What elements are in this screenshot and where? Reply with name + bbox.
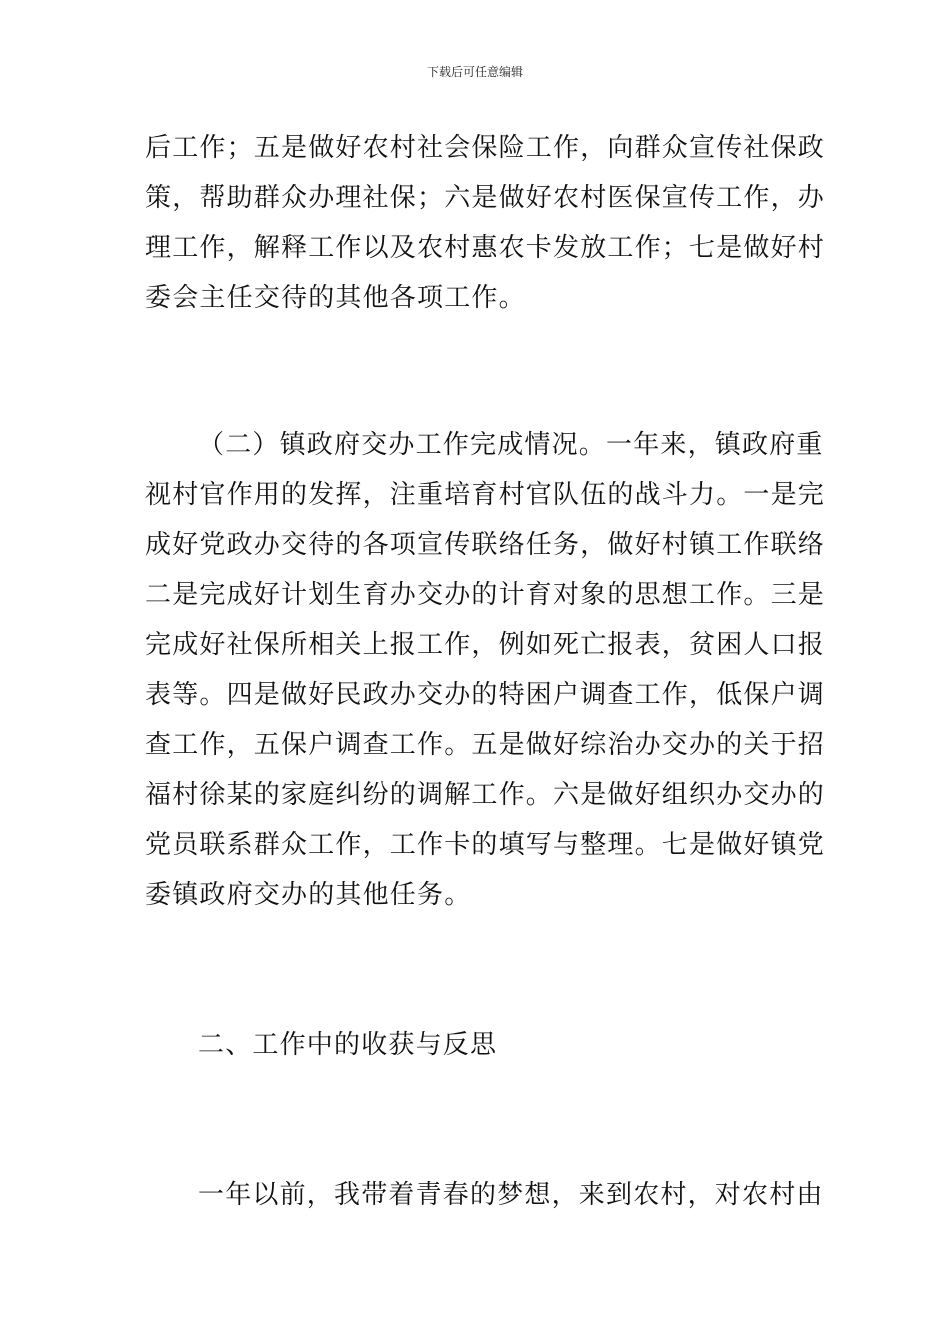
- text-line: 策，帮助群众办理社保；六是做好农村医保宣传工作，办: [145, 183, 826, 213]
- section-heading: 二、工作中的收获与反思: [198, 1030, 498, 1060]
- page-header: 下载后可任意编辑: [426, 65, 523, 79]
- text-line: 后工作；五是做好农村社会保险工作，向群众宣传社保政: [145, 133, 826, 163]
- text-line: 视村官作用的发挥，注重培育村官队伍的战斗力。一是完: [145, 480, 826, 510]
- text-line: 委会主任交待的其他各项工作。: [145, 283, 526, 313]
- text-line: 党员联系群众工作，工作卡的填写与整理。七是做好镇党: [145, 830, 826, 860]
- text-line: 理工作，解释工作以及农村惠农卡发放工作；七是做好村: [145, 233, 826, 263]
- text-line: 成好党政办交待的各项宣传联络任务，做好村镇工作联络: [145, 530, 826, 560]
- text-line: 一年以前，我带着青春的梦想，来到农村，对农村由: [198, 1180, 824, 1210]
- text-line: 完成好社保所相关上报工作，例如死亡报表，贫困人口报: [145, 630, 826, 660]
- text-line: 福村徐某的家庭纠纷的调解工作。六是做好组织办交办的: [145, 780, 826, 810]
- text-line: 查工作，五保户调查工作。五是做好综治办交办的关于招: [145, 730, 826, 760]
- text-line: 表等。四是做好民政办交办的特困户调查工作，低保户调: [145, 680, 826, 710]
- text-line: （二）镇政府交办工作完成情况。一年来，镇政府重: [198, 430, 824, 460]
- text-line: 委镇政府交办的其他任务。: [145, 880, 472, 910]
- text-line: 二是完成好计划生育办交办的计育对象的思想工作。三是: [145, 580, 826, 610]
